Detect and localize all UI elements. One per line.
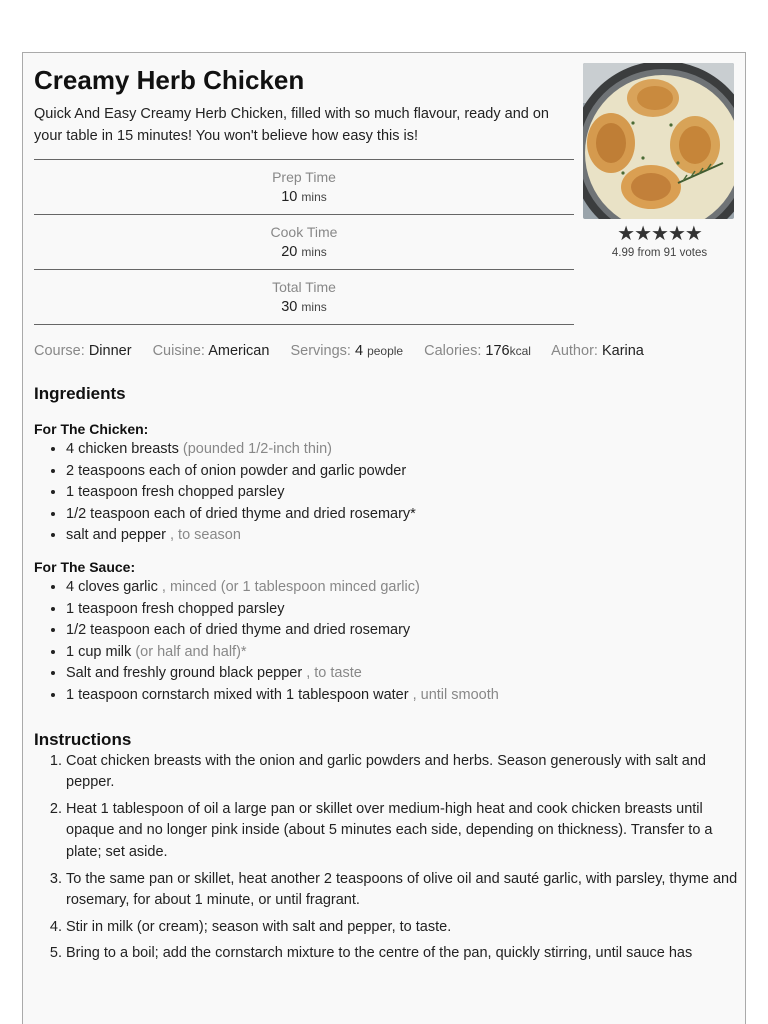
list-item: • Salt and freshly ground black pepper , to taste	[66, 663, 739, 685]
list-item: • 1 teaspoon fresh chopped parsley	[66, 599, 739, 621]
ingredients-heading: Ingredients	[34, 384, 126, 403]
ingredient-group-sauce-title: For The Sauce:	[34, 558, 136, 575]
meta-cuisine: Cuisine: American	[152, 343, 270, 359]
rating-text: 4.99 from 91 votes	[611, 247, 708, 259]
ingredient-group-chicken-title: For The Chicken:	[34, 421, 149, 437]
cook-time-value: 20	[281, 244, 298, 260]
cook-time-unit: mins	[301, 245, 327, 259]
recipe-card	[22, 52, 746, 1024]
recipe-body	[34, 383, 739, 970]
list-item: • 1 teaspoon cornstarch mixed with 1 tablespoon water , until smooth	[66, 685, 739, 707]
ingredient-list-chicken	[34, 439, 739, 547]
instruction-step: 1. Coat chicken breasts with the onion and garlic powders and herbs. Season generously with salt and pepper.	[66, 751, 739, 794]
ingredient-list-sauce	[34, 577, 739, 707]
instruction-step: 2. Heat 1 tablespoon of oil a large pan or skillet over medium-high heat and cook chicken breasts until opaque and no longer pink inside (about 5 minutes each side, depending on thickness). Transfer to a plate; set aside.	[66, 799, 739, 864]
list-item: • 2 teaspoons each of onion powder and garlic powder	[66, 461, 739, 483]
instruction-step: 4. Stir in milk (or cream); season with salt and pepper, to taste.	[66, 917, 739, 939]
recipe-header	[23, 53, 745, 359]
instructions-heading: Instructions	[34, 729, 132, 749]
recipe-header-left	[34, 63, 574, 325]
instruction-step: 5. Bring to a boil; add the cornstarch mixture to the centre of the pan, quickly stirring, until sauce has	[66, 943, 739, 965]
recipe-summary: Quick And Easy Creamy Herb Chicken, filled with so much flavour, ready and on your table in 15 minutes! You won't believe how easy this is!	[34, 106, 549, 144]
prep-time	[34, 160, 574, 215]
recipe-photo[interactable]	[583, 63, 734, 219]
total-time-value: 30	[281, 299, 298, 315]
rating-stars-icon[interactable]: ★★★★★	[617, 223, 702, 245]
cook-time	[34, 215, 574, 270]
prep-time-label: Prep Time	[272, 169, 336, 185]
total-time-unit: mins	[301, 300, 327, 314]
list-item: • 1 cup milk (or half and half)*	[66, 642, 739, 664]
prep-time-unit: mins	[301, 190, 327, 204]
list-item: • 1/2 teaspoon each of dried thyme and dried rosemary*	[66, 504, 739, 526]
list-item: • salt and pepper , to season	[66, 525, 739, 547]
meta-servings: Servings: 4 people	[290, 343, 404, 359]
cook-time-label: Cook Time	[270, 224, 338, 240]
total-time-label: Total Time	[272, 279, 336, 295]
instruction-step: 3. To the same pan or skillet, heat another 2 teaspoons of olive oil and sauté garlic, with parsley, thyme and rosemary, for about 1 minute, or until fragrant.	[66, 869, 739, 912]
recipe-meta	[34, 341, 734, 361]
meta-course: Course: Dinner	[34, 343, 132, 359]
total-time	[34, 270, 574, 325]
list-item: • 4 cloves garlic , minced (or 1 tablespoon minced garlic)	[66, 577, 739, 599]
prep-time-value: 10	[281, 189, 298, 205]
list-item: • 1 teaspoon fresh chopped parsley	[66, 482, 739, 504]
list-item: • 1/2 teaspoon each of dried thyme and dried rosemary	[66, 620, 739, 642]
meta-calories: Calories: 176kcal	[424, 343, 531, 359]
meta-author: Author: Karina	[551, 343, 644, 359]
recipe-header-right	[583, 63, 736, 261]
instruction-steps	[34, 751, 739, 965]
recipe-title: Creamy Herb Chicken	[34, 65, 305, 95]
recipe-times	[34, 159, 574, 325]
list-item: • 4 chicken breasts (pounded 1/2-inch thin)	[66, 439, 739, 461]
